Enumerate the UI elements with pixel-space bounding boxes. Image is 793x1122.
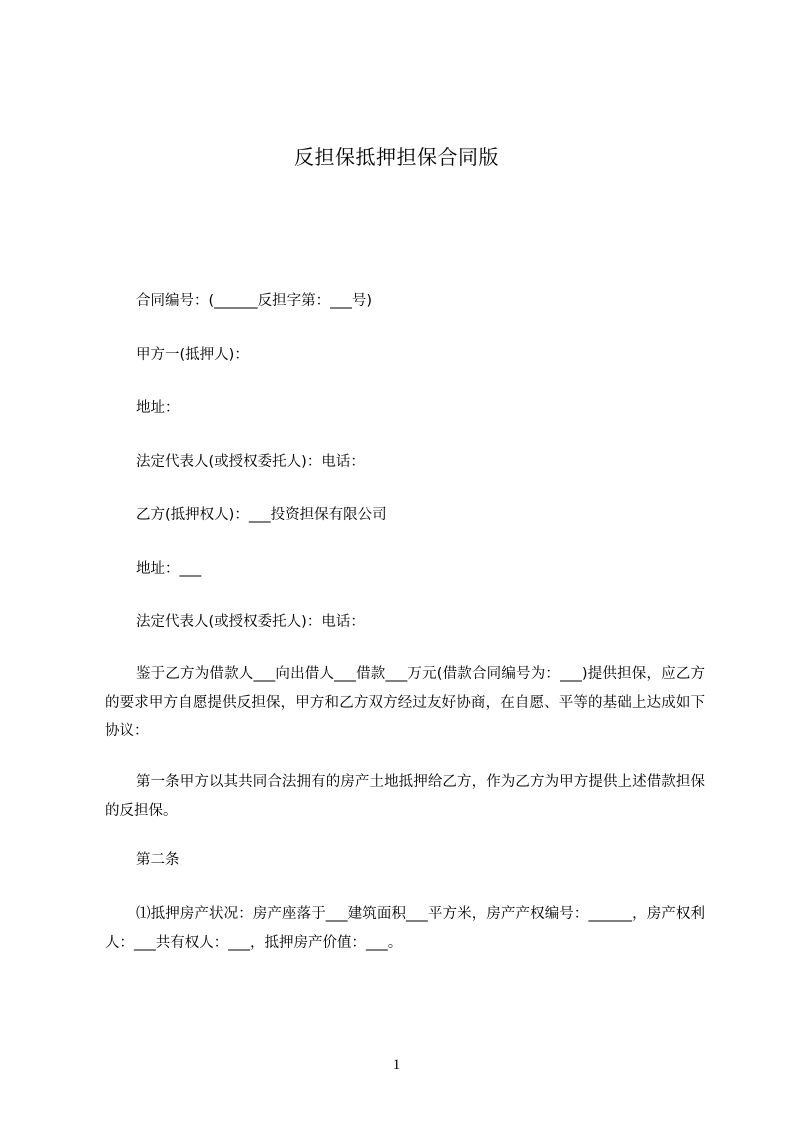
article-1-paragraph: 第一条甲方以其共同合法拥有的房产土地抵押给乙方，作为乙方为甲方提供上述借款担保的反担保。 <box>105 774 705 819</box>
party-a-representative-line: 法定代表人(或授权委托人)：电话： <box>136 454 365 470</box>
contract-number-line: 合同编号：(______反担字第：___号) <box>136 293 373 309</box>
party-a-line: 甲方一(抵押人)： <box>136 347 249 363</box>
party-b-representative-line: 法定代表人(或授权委托人)：电话： <box>136 614 365 630</box>
article-2-item-1-paragraph: ⑴抵押房产状况：房产座落于___建筑面积___平方米，房产产权编号：______，房产权利人：___共有权人：___，抵押房产价值：___。 <box>105 906 705 951</box>
document-title: 反担保抵押担保合同版 <box>294 145 499 169</box>
article-2-heading: 第二条 <box>136 852 180 868</box>
party-b-line: 乙方(抵押权人)：___投资担保有限公司 <box>136 507 387 523</box>
party-b-address-line: 地址：___ <box>136 561 202 577</box>
preamble-paragraph: 鉴于乙方为借款人___向出借人___借款___万元(借款合同编号为：___)提供担保，应乙方的要求甲方自愿提供反担保，甲方和乙方双方经过友好协商，在自愿、平等的基础上达成如下协议： <box>105 666 705 739</box>
party-a-address-line: 地址： <box>136 400 180 416</box>
page-number: 1 <box>392 1057 401 1073</box>
